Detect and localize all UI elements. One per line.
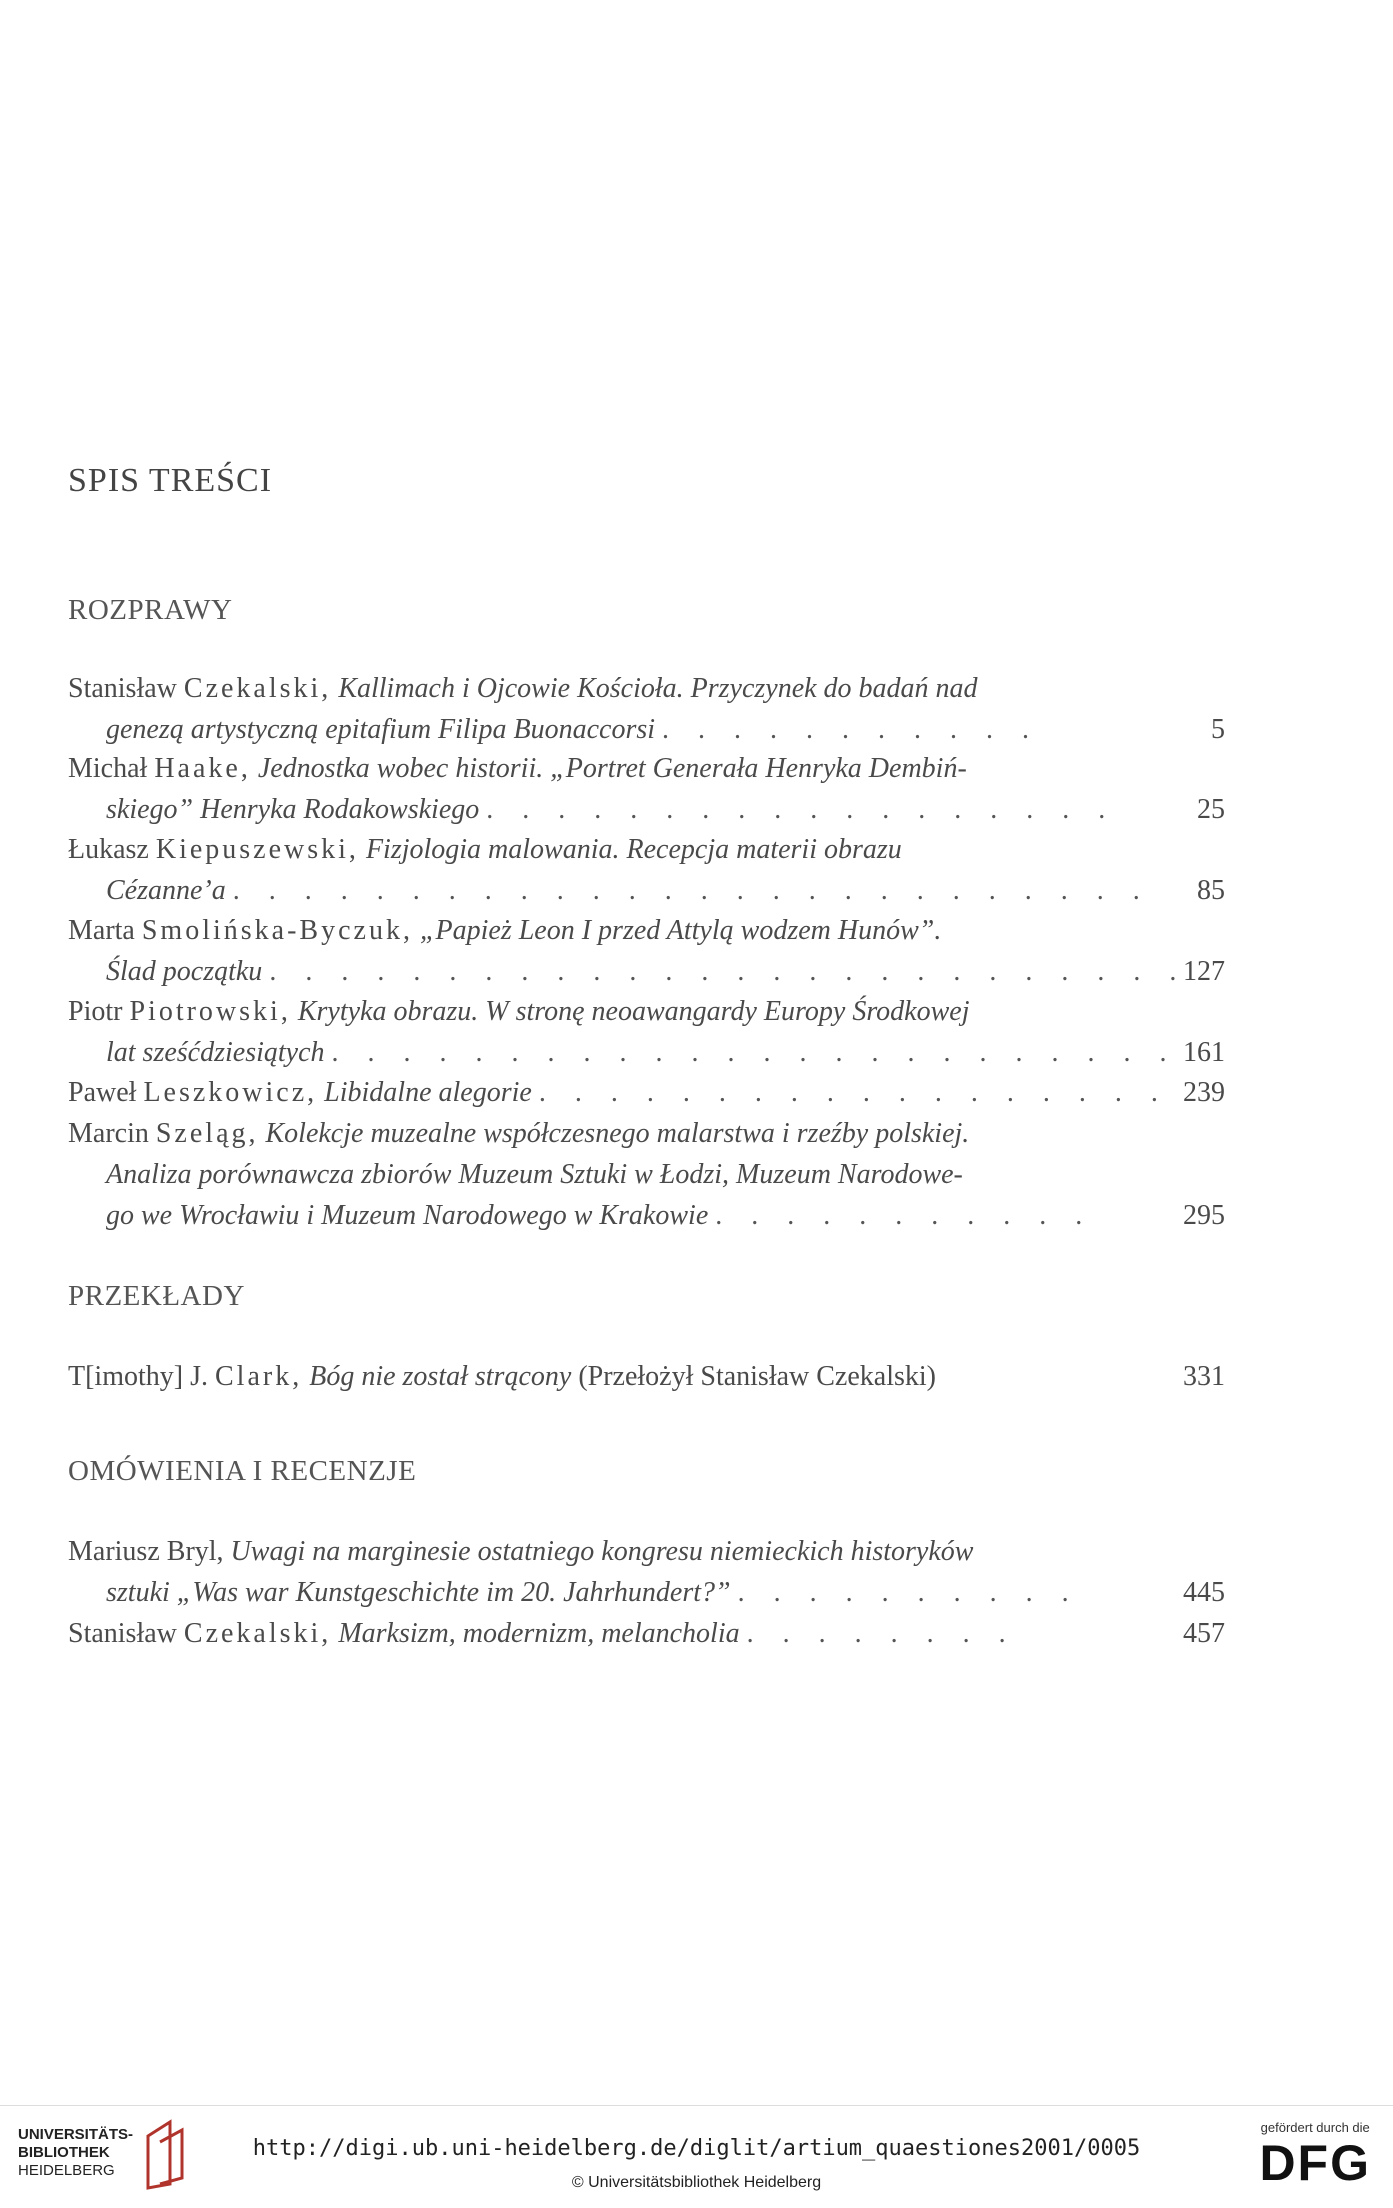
- author-last-name: Kiepuszewski,: [155, 834, 359, 865]
- page-number: 295: [1183, 1200, 1225, 1231]
- source-url-link[interactable]: http://digi.ub.uni-heidelberg.de/diglit/artium_quaestiones2001/0005: [252, 2136, 1141, 2161]
- page-number: 445: [1183, 1577, 1225, 1608]
- leader-dots: . . . . . . . . . . . . . . . . . . . . . . . .: [331, 1037, 1178, 1068]
- entry-title-line: „Papież Leon I przed Attylą wodzem Hunów”.: [419, 915, 942, 946]
- page-number: 457: [1183, 1618, 1225, 1649]
- section-heading-rozprawy: ROZPRAWY: [68, 594, 233, 626]
- author-last-name: Clark,: [215, 1361, 303, 1392]
- entry-title-line: Fizjologia malowania. Recepcja materii obrazu: [365, 834, 902, 865]
- entry-title-line: lat sześćdziesiątych: [106, 1037, 325, 1068]
- author-last-name: Czekalski,: [183, 673, 332, 704]
- entry-title-line: Uwagi na marginesie ostatniego kongresu niemieckich historyków: [230, 1536, 974, 1567]
- toc-entry[interactable]: [68, 748, 1225, 830]
- page-number: 161: [1183, 1037, 1225, 1068]
- entry-title-line: genezą artystyczną epitafium Filipa Buonaccorsi: [106, 714, 656, 745]
- author-first-name: Łukasz: [68, 834, 149, 865]
- leader-dots: . . . . . . . . . . . . . . . . . . . . . . . . . .: [232, 875, 1151, 906]
- entry-title-line: Cézanne’a: [106, 875, 226, 906]
- leader-dots: . . . . . . . . . . .: [662, 714, 1041, 745]
- toc-entry[interactable]: [68, 991, 1225, 1073]
- entry-title-line: Kallimach i Ojcowie Kościoła. Przyczynek do badań nad: [338, 673, 978, 704]
- entry-title-line: sztuki „Was war Kunstgeschichte im 20. Jahrhundert?”: [106, 1577, 731, 1608]
- entry-title-line: Libidalne alegorie: [324, 1077, 532, 1108]
- leader-dots: . . . . . . . . . . . . . . . . . . . . . . . . . .: [269, 956, 1188, 987]
- page-number: 5: [1211, 714, 1225, 745]
- author-first-name: Michał: [68, 753, 148, 784]
- toc-entry[interactable]: [68, 668, 1225, 750]
- toc-entry[interactable]: [68, 1613, 1225, 1654]
- author-last-name: Piotrowski,: [129, 996, 291, 1027]
- entry-title-line: skiego” Henryka Rodakowskiego: [106, 794, 480, 825]
- author-first-name: T[imothy] J.: [68, 1361, 208, 1392]
- author-first-name: Marta: [68, 915, 135, 946]
- entry-title-line: Ślad początku: [106, 956, 263, 987]
- leader-dots: . . . . . . . . . . . . . . . . . .: [486, 794, 1117, 825]
- funder-name: DFG: [1259, 2135, 1371, 2191]
- author-last-name: Haake,: [154, 753, 251, 784]
- leader-dots: . . . . . . . . . . .: [715, 1200, 1094, 1231]
- author-first-name: Stanisław: [68, 1618, 177, 1649]
- entry-title-line: Marksizm, modernizm, melancholia: [338, 1618, 740, 1649]
- page-number: 239: [1183, 1077, 1225, 1108]
- page-number: 331: [1183, 1361, 1225, 1392]
- library-name-line: HEIDELBERG: [18, 2162, 115, 2179]
- copyright-notice: © Universitätsbibliothek Heidelberg: [571, 2174, 822, 2191]
- translator-note: (Przełożył Stanisław Czekalski): [578, 1361, 936, 1392]
- toc-entry[interactable]: [68, 1531, 1225, 1613]
- author-first-name: Paweł: [68, 1077, 137, 1108]
- page-title: SPIS TREŚCI: [68, 462, 273, 499]
- page-number: 85: [1197, 875, 1225, 906]
- funder-note: gefördert durch die: [1260, 2120, 1370, 2135]
- author-first-name: Stanisław: [68, 673, 177, 704]
- leader-dots: . . . . . . . .: [746, 1618, 1017, 1649]
- leader-dots: . . . . . . . . . .: [737, 1577, 1080, 1608]
- author-first-name: Mariusz: [68, 1536, 160, 1567]
- entry-title-line: Kolekcje muzealne współczesnego malarstwa i rzeźby polskiej.: [265, 1118, 970, 1149]
- entry-title-line: Krytyka obrazu. W stronę neoawangardy Europy Środkowej: [297, 996, 970, 1027]
- toc-entry[interactable]: [68, 1072, 1225, 1113]
- entry-title-line: Bóg nie został strącony: [309, 1361, 572, 1392]
- entry-title-line: Jednostka wobec historii. „Portret Generała Henryka Dembiń-: [257, 753, 967, 784]
- toc-entry[interactable]: [68, 829, 1225, 911]
- digitization-footer: [0, 2105, 1393, 2208]
- author-first-name: Marcin: [68, 1118, 149, 1149]
- author-last-name: Bryl,: [166, 1536, 224, 1567]
- author-last-name: Smolińska-Byczuk,: [141, 915, 413, 946]
- author-last-name: Czekalski,: [183, 1618, 332, 1649]
- section-heading-przeklady: PRZEKŁADY: [68, 1280, 245, 1312]
- leader-dots: . . . . . . . . . . . . . . . . . .: [538, 1077, 1169, 1108]
- entry-title-line: go we Wrocławiu i Muzeum Narodowego w Krakowie: [106, 1200, 709, 1231]
- author-last-name: Szeląg,: [155, 1118, 259, 1149]
- library-name-line: UNIVERSITÄTS-: [18, 2126, 134, 2143]
- section-heading-omowienia: OMÓWIENIA I RECENZJE: [68, 1455, 417, 1487]
- author-first-name: Piotr: [68, 996, 123, 1027]
- author-last-name: Leszkowicz,: [143, 1077, 318, 1108]
- toc-entry[interactable]: [68, 910, 1225, 992]
- page-number: 127: [1183, 956, 1225, 987]
- page-number: 25: [1197, 794, 1225, 825]
- entry-title-line: Analiza porównawcza zbiorów Muzeum Sztuki w Łodzi, Muzeum Narodowe-: [106, 1159, 963, 1190]
- funder-logo[interactable]: [1259, 2120, 1371, 2191]
- library-name-line: BIBLIOTHEK: [18, 2144, 110, 2161]
- toc-entry[interactable]: [68, 1113, 1225, 1236]
- toc-entry[interactable]: [68, 1356, 1225, 1397]
